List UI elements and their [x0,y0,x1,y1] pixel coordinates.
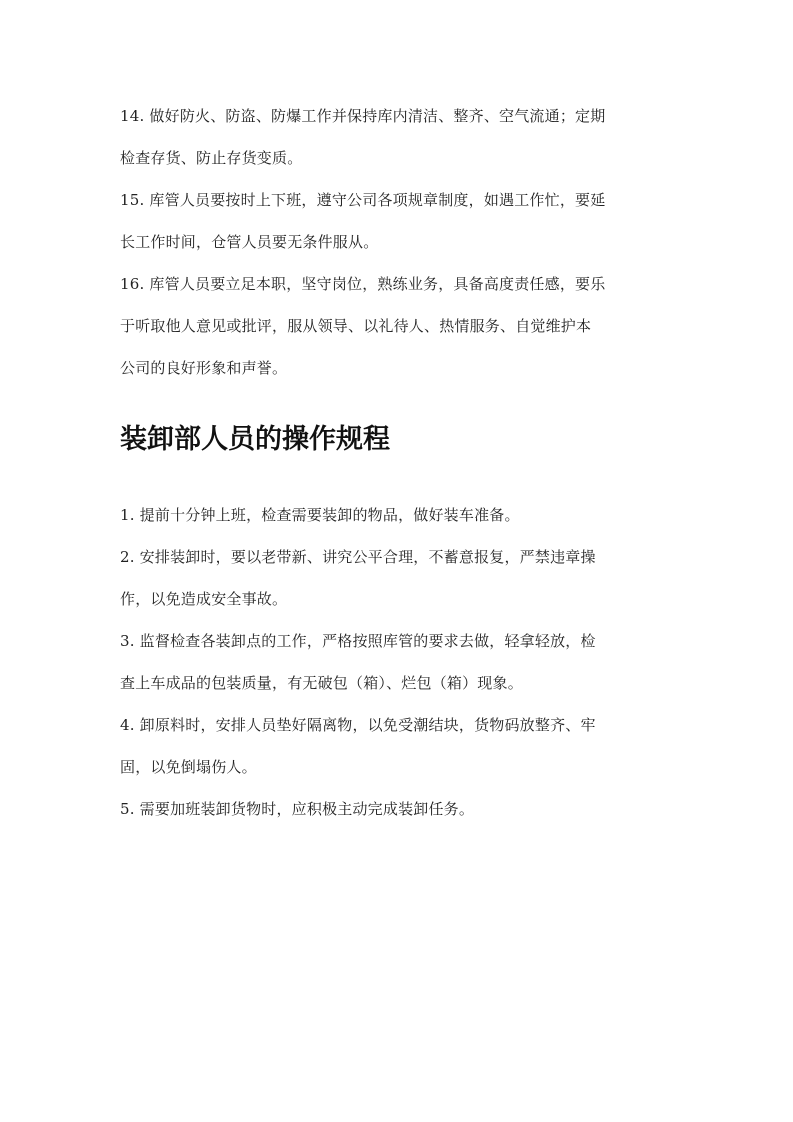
list-item-line: 长工作时间，仓管人员要无条件服从。 [120,233,379,251]
list-item-15 [120,179,676,263]
list-item-line: 3. 监督检查各装卸点的工作，严格按照库管的要求去做，轻拿轻放，检 [120,632,596,650]
section-item-3 [120,620,676,704]
list-item-line: 作，以免造成安全事故。 [120,590,288,608]
list-item-line: 1. 提前十分钟上班，检查需要装卸的物品，做好装车准备。 [120,506,520,524]
list-item-line: 4. 卸原料时，安排人员垫好隔离物，以免受潮结块，货物码放整齐、牢 [120,716,596,734]
list-item-line: 2. 安排装卸时，要以老带新、讲究公平合理，不蓄意报复，严禁违章操 [120,548,596,566]
section-item-5 [120,788,676,830]
list-item-line: 于听取他人意见或批评，服从领导、以礼待人、热情服务、自觉维护本 [120,317,592,335]
section-item-1 [120,494,676,536]
list-item-line: 公司的良好形象和声誉。 [120,359,288,377]
section-item-2 [120,536,676,620]
list-item-line: 查上车成品的包装质量，有无破包（箱）、烂包（箱）现象。 [120,674,523,692]
list-item-14 [120,95,676,179]
section-item-4 [120,704,676,788]
list-item-line: 16. 库管人员要立足本职，坚守岗位，熟练业务，具备高度责任感，要乐 [120,275,606,293]
list-item-line: 15. 库管人员要按时上下班，遵守公司各项规章制度，如遇工作忙，要延 [120,191,606,209]
list-item-line: 14. 做好防火、防盗、防爆工作并保持库内清洁、整齐、空气流通；定期 [120,107,606,125]
list-item-line: 检查存货、防止存货变质。 [120,149,303,167]
list-item-line: 固，以免倒塌伤人。 [120,758,257,776]
section-title: 装卸部人员的操作规程 [120,424,390,455]
list-item-line: 5. 需要加班装卸货物时，应积极主动完成装卸任务。 [120,800,475,818]
list-item-16 [120,263,676,389]
